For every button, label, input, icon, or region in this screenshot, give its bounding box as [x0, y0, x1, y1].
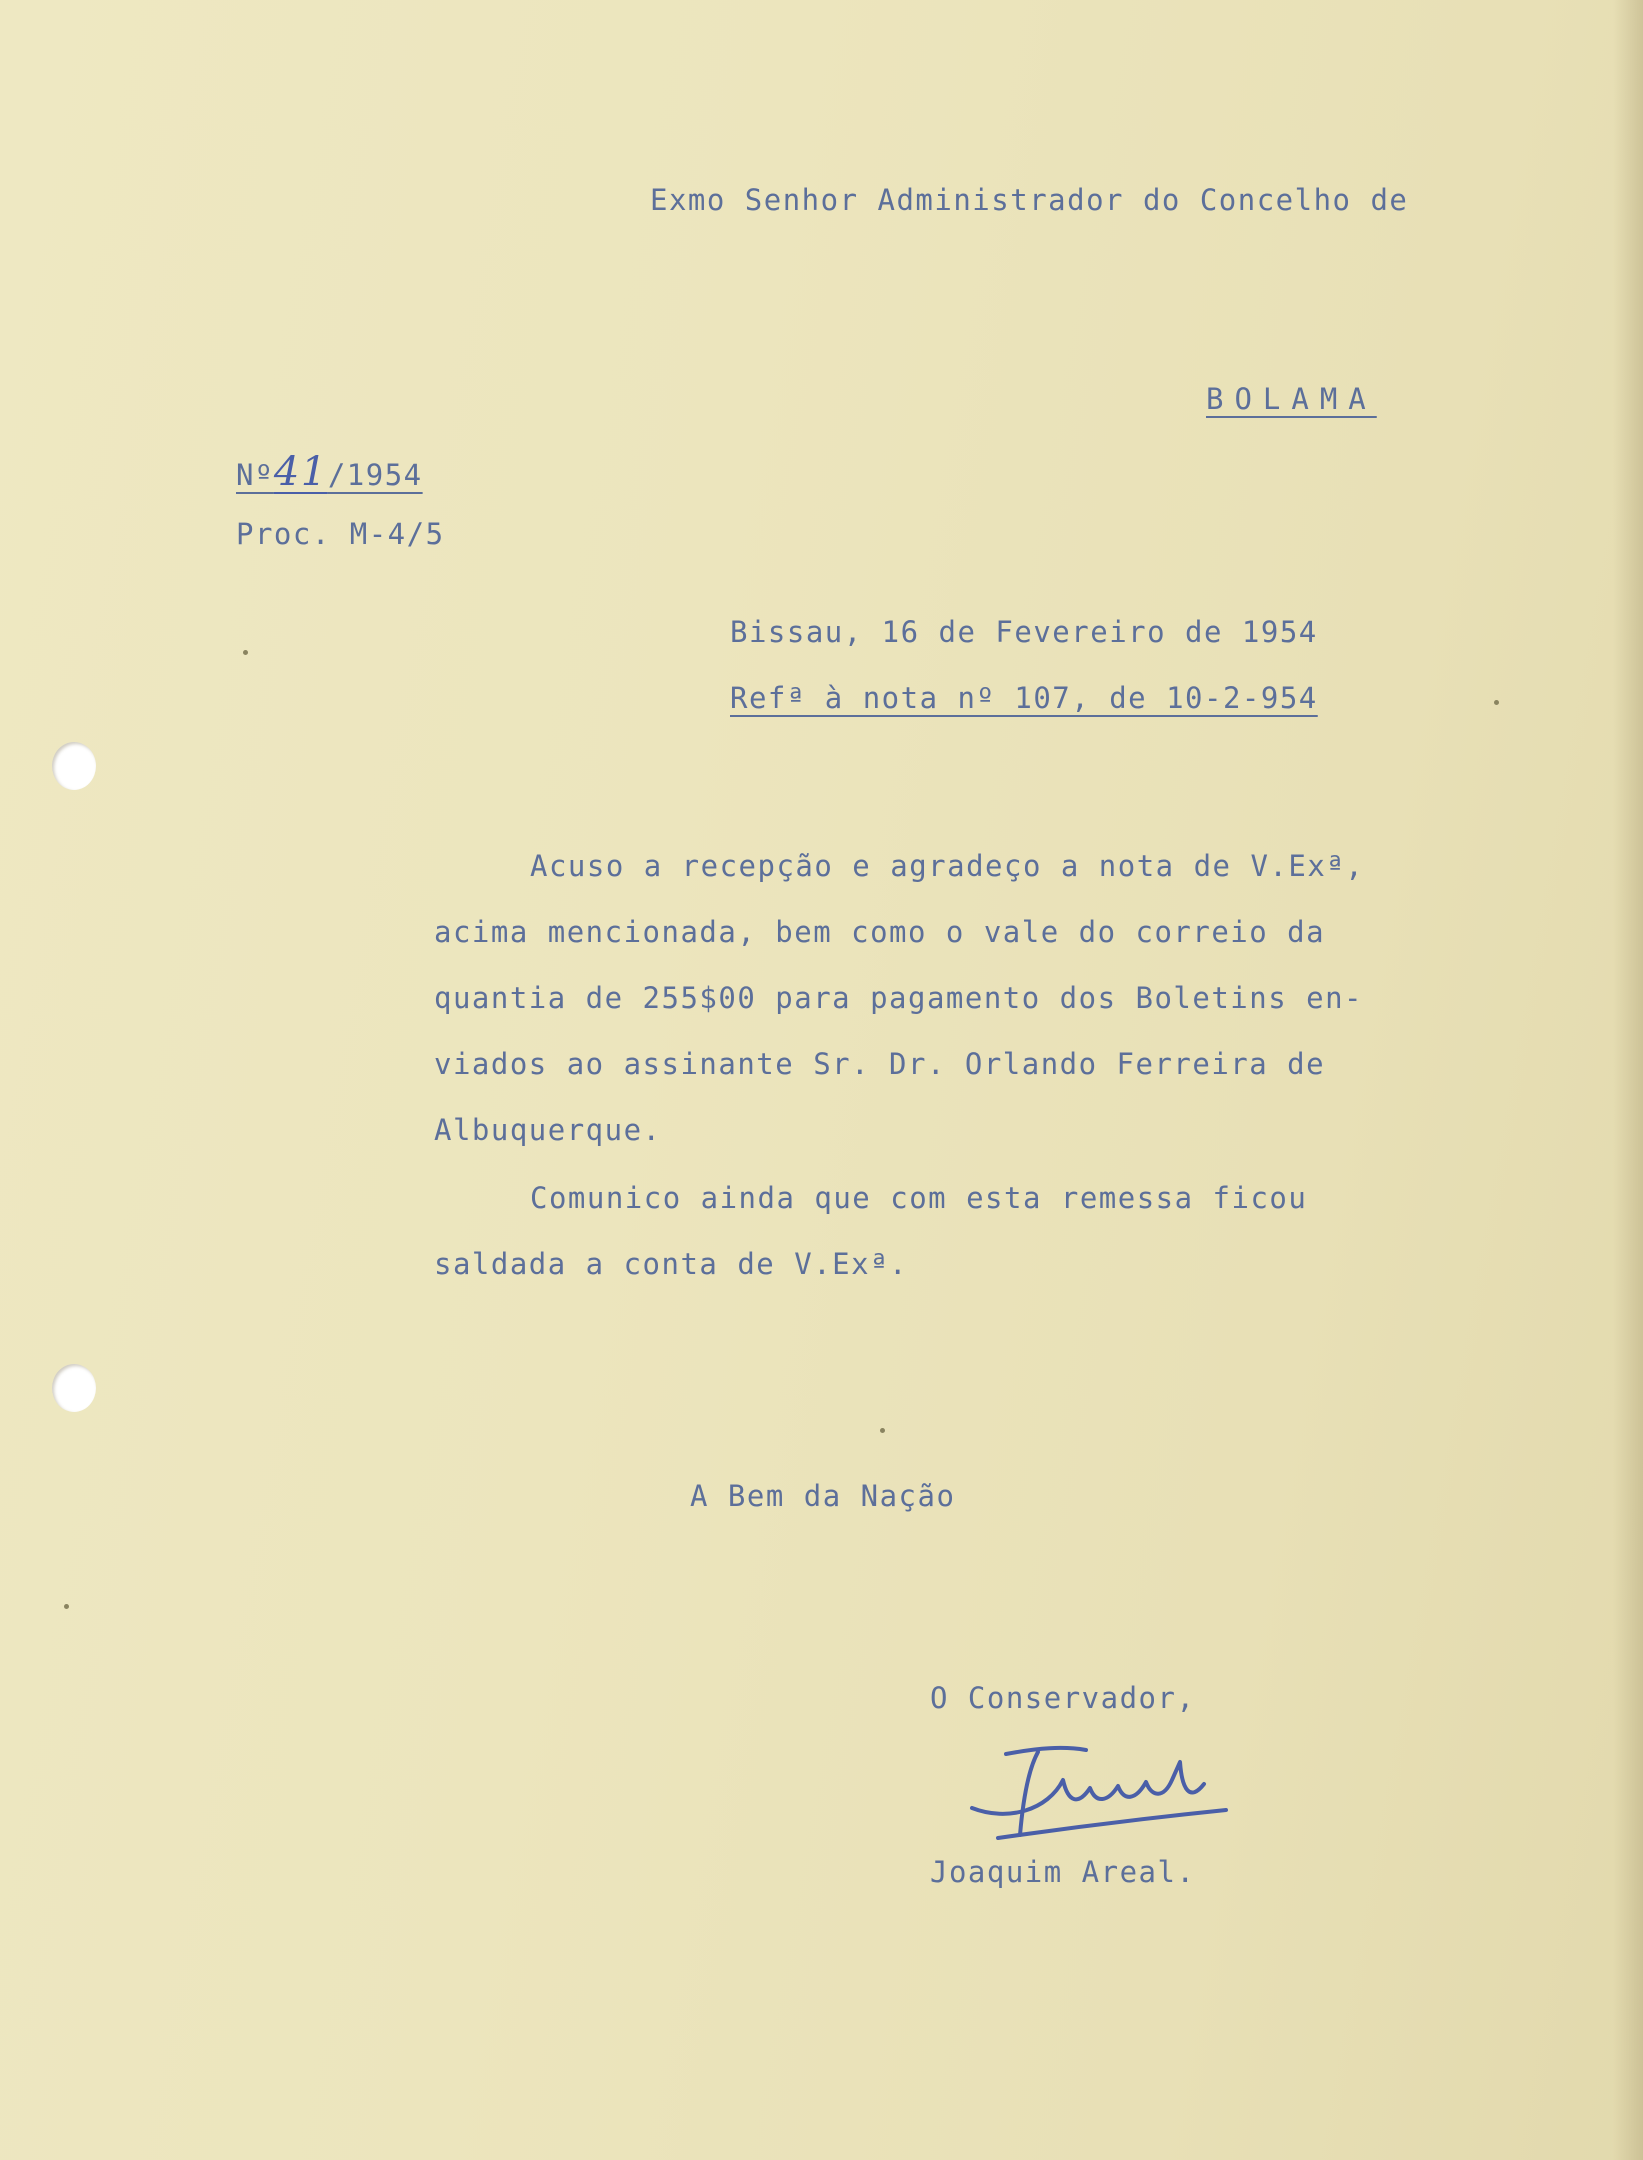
paper-speck — [243, 650, 248, 655]
closing-salutation: A Bem da Nação — [690, 1479, 956, 1513]
punch-hole-top — [52, 742, 96, 790]
paper-speck — [880, 1428, 885, 1433]
signer-title: O Conservador, — [930, 1681, 1196, 1715]
page-edge-shadow — [1613, 0, 1643, 2160]
document-number — [236, 449, 423, 495]
paper-speck — [64, 1604, 69, 1609]
body2-line-2: saldada a conta de V.Exª. — [434, 1247, 908, 1281]
body2-line-1: Comunico ainda que com esta remessa ficou — [530, 1181, 1308, 1215]
body-line-5: Albuquerque. — [434, 1113, 662, 1147]
punch-hole-bottom — [52, 1364, 96, 1412]
date-line: Bissau, 16 de Fevereiro de 1954 — [730, 615, 1318, 649]
handwritten-number: 41 — [273, 449, 328, 495]
body-line-4: viados ao assinante Sr. Dr. Orlando Ferreira de — [434, 1047, 1326, 1081]
signer-name: Joaquim Areal. — [930, 1855, 1196, 1889]
reference-line: Refª à nota nº 107, de 10-2-954 — [730, 681, 1318, 715]
number-prefix: Nº — [236, 458, 274, 492]
number-year: /1954 — [327, 458, 423, 492]
handwritten-signature — [968, 1740, 1238, 1850]
addressee-line: Exmo Senhor Administrador do Concelho de — [650, 183, 1409, 217]
destination-place: BOLAMA — [1206, 382, 1377, 416]
body-line-3: quantia de 255$00 para pagamento dos Boletins en- — [434, 981, 1364, 1015]
body-line-1: Acuso a recepção e agradeço a nota de V.Exª, — [530, 849, 1365, 883]
body-line-2: acima mencionada, bem como o vale do correio da — [434, 915, 1326, 949]
paper-speck — [1494, 700, 1499, 705]
process-number: Proc. M-4/5 — [236, 517, 445, 551]
